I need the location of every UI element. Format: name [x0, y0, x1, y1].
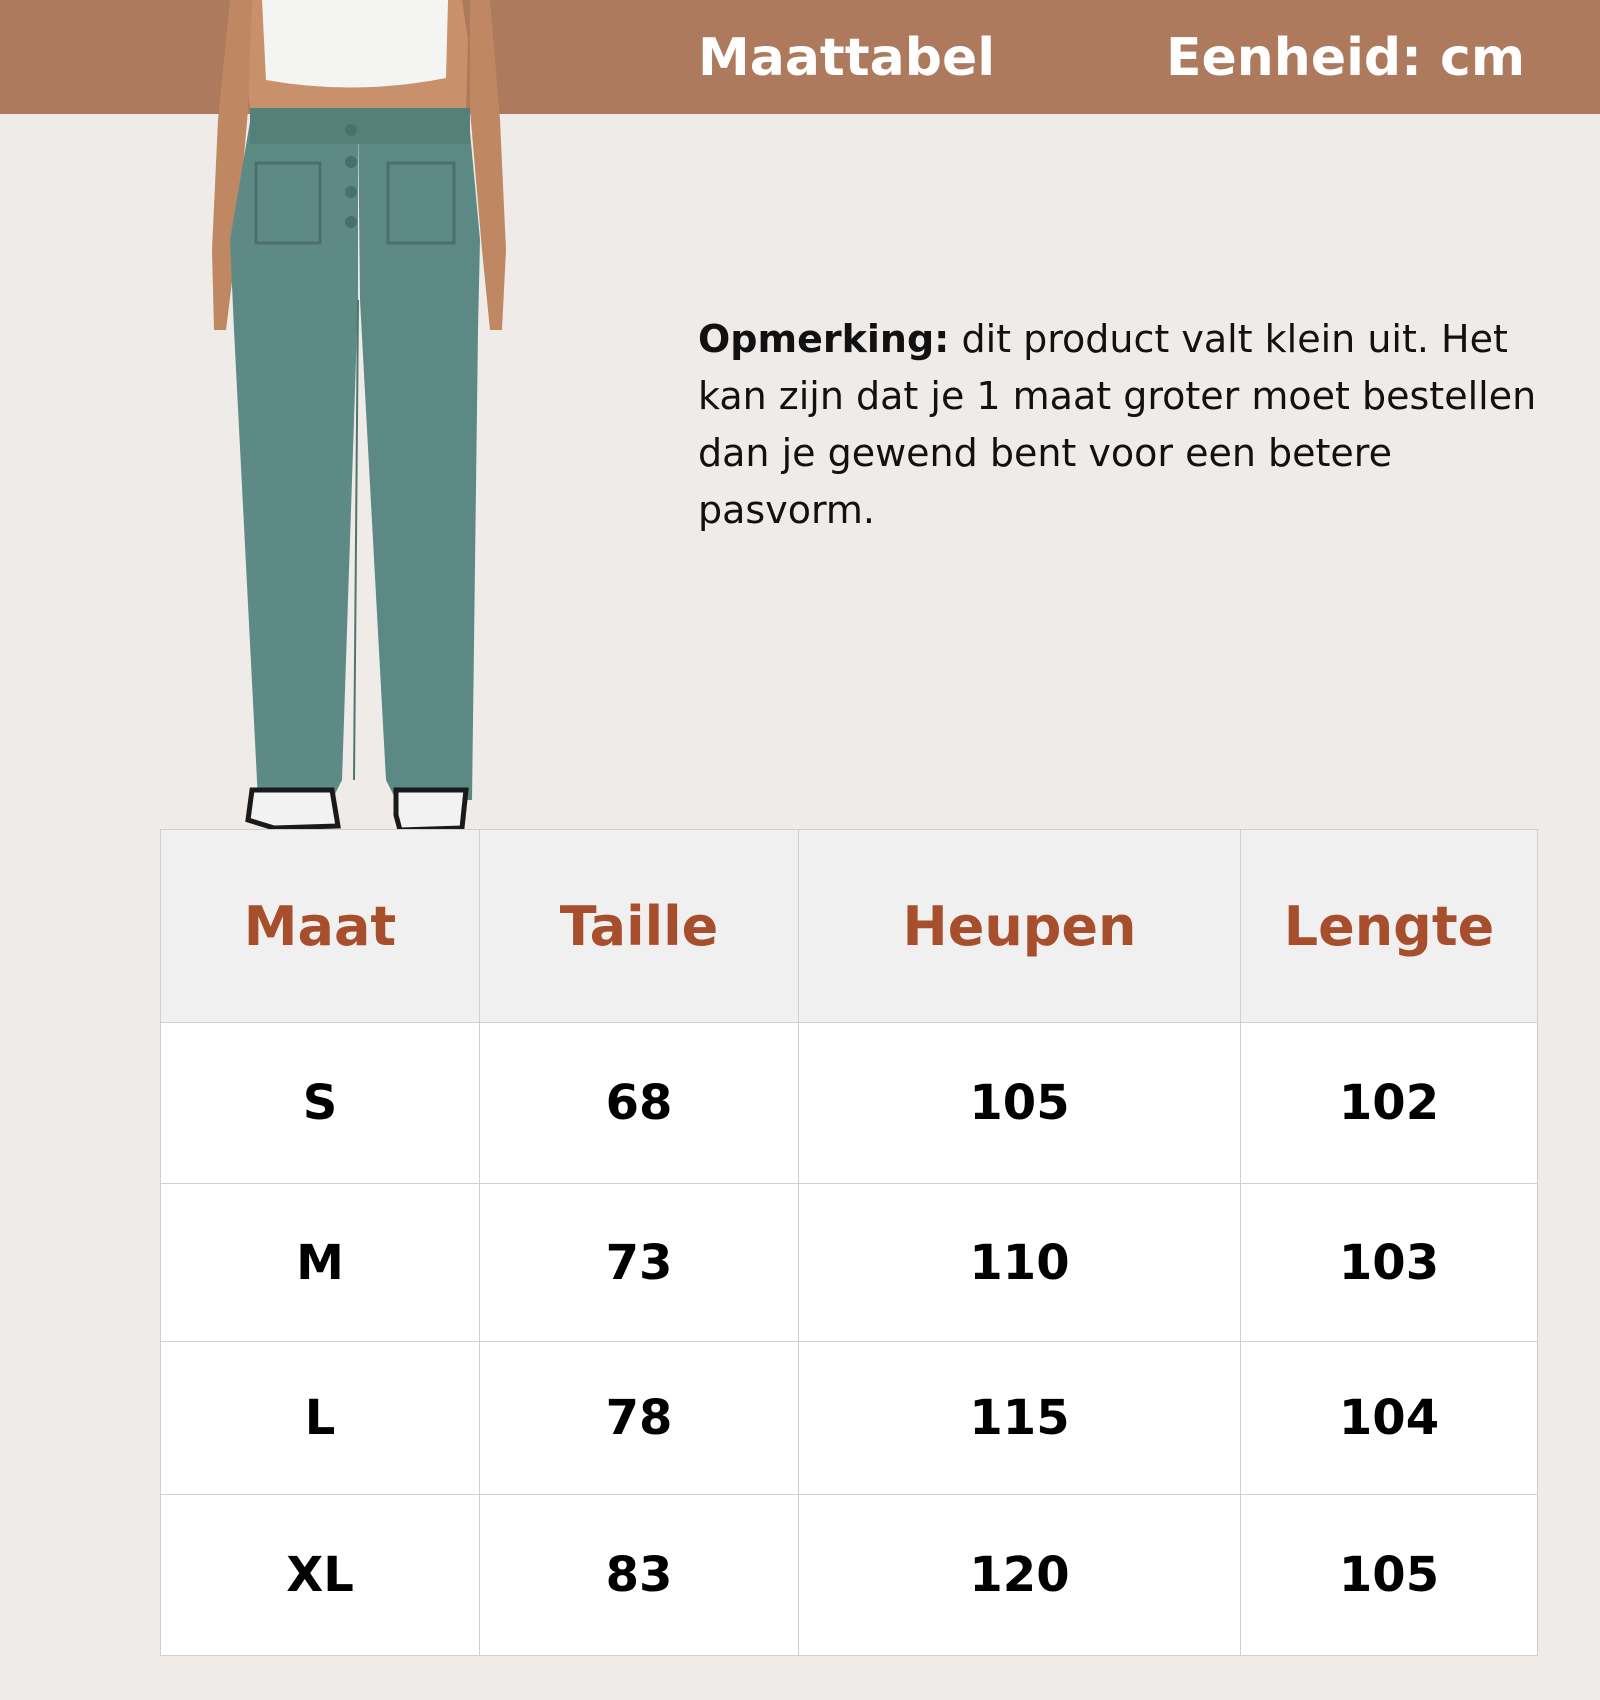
- header-lengte: Lengte: [1241, 830, 1538, 1023]
- cell-hips: 115: [799, 1342, 1241, 1495]
- cell-hips: 105: [799, 1023, 1241, 1184]
- table-row: [161, 1023, 1538, 1184]
- table-row: [161, 1342, 1538, 1495]
- cell-size: L: [161, 1342, 480, 1495]
- pants-left-leg: [230, 110, 358, 800]
- header-taille: Taille: [480, 830, 799, 1023]
- header-heupen: Heupen: [799, 830, 1241, 1023]
- cell-hips: 120: [799, 1495, 1241, 1656]
- note-label: Opmerking:: [698, 317, 950, 361]
- unit-label: Eenheid: cm: [1166, 28, 1526, 88]
- table-row: [161, 1184, 1538, 1342]
- cell-length: 102: [1241, 1023, 1538, 1184]
- cell-waist: 73: [480, 1184, 799, 1342]
- cell-size: XL: [161, 1495, 480, 1656]
- cell-waist: 83: [480, 1495, 799, 1656]
- pants-right-leg: [358, 110, 480, 800]
- cell-length: 104: [1241, 1342, 1538, 1495]
- cell-size: M: [161, 1184, 480, 1342]
- header-maat: Maat: [161, 830, 480, 1023]
- fit-note: [698, 311, 1558, 539]
- cell-hips: 110: [799, 1184, 1241, 1342]
- model-photo: [200, 0, 520, 835]
- table-header-row: [161, 830, 1538, 1023]
- cell-waist: 78: [480, 1342, 799, 1495]
- table-row: [161, 1495, 1538, 1656]
- cell-size: S: [161, 1023, 480, 1184]
- cell-waist: 68: [480, 1023, 799, 1184]
- note-text: dit product valt klein uit. Het kan zijn dat je 1 maat groter moet bestellen dan je gewend bent voor een betere pasvorm.: [698, 317, 1537, 532]
- page-title: Maattabel: [698, 28, 996, 88]
- cell-length: 105: [1241, 1495, 1538, 1656]
- size-table: [160, 829, 1538, 1656]
- cell-length: 103: [1241, 1184, 1538, 1342]
